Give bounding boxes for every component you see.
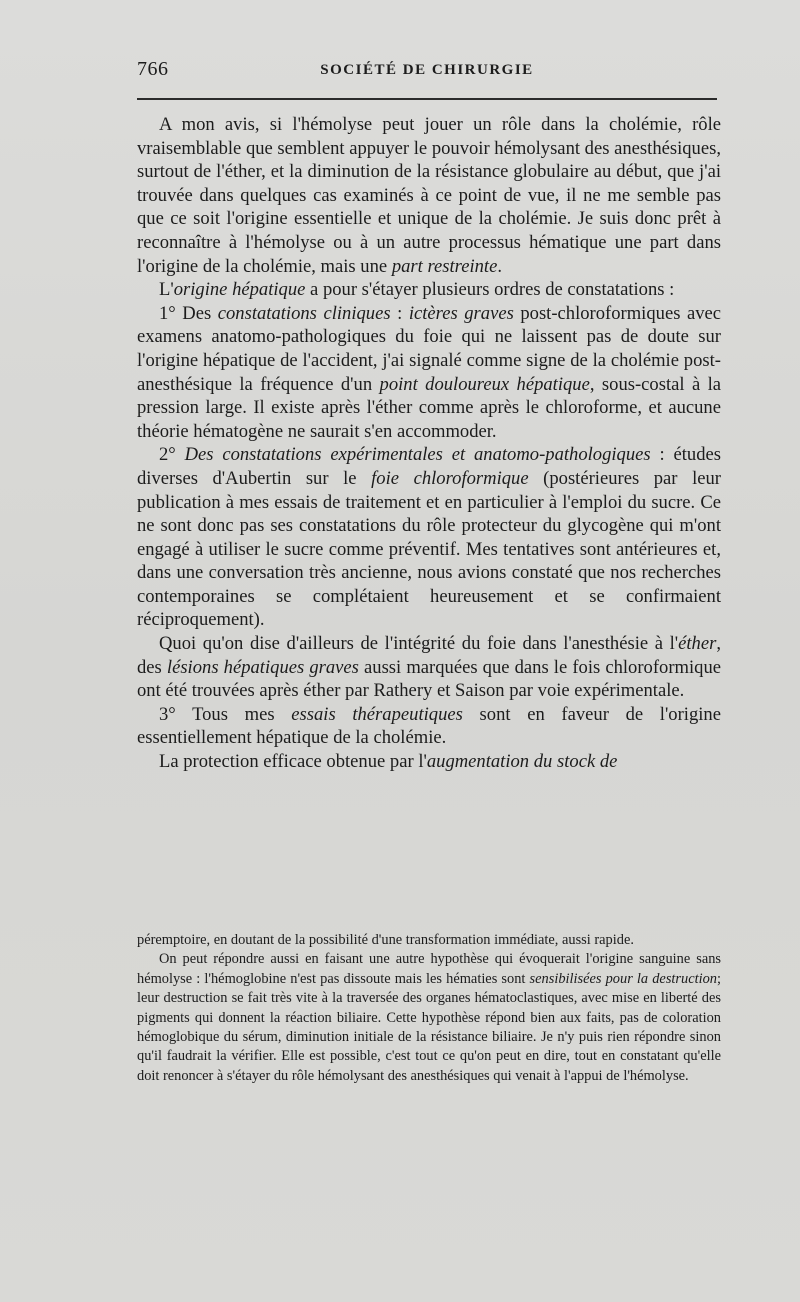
paragraph-hemolysis: A mon avis, si l'hémolyse peut jouer un rôle dans la cholémie, rôle vraisemblable que semblent appuyer le pouvoir hémolysant des anesthésiques, surtout de l'éther, et la diminution de la résistance globulaire au début, que j'ai trouvée dans quelques cas examinés à ce point de vue, il ne me semble pas que ce soit l'origine essentielle et unique de la cholémie. Je suis donc prêt à reconnaître à l'hémolyse ou à un autre processus hématique une part dans l'origine de la cholémie, mais une part restreinte. xyxy=(137,114,721,277)
running-title: SOCIÉTÉ DE CHIRURGIE xyxy=(320,62,534,78)
paragraph-hepatic-origin: L'origine hépatique a pour s'étayer plusieurs ordres de constatations : xyxy=(159,279,675,301)
header-rule xyxy=(137,98,717,100)
page-number: 766 xyxy=(137,58,169,80)
page-header xyxy=(137,58,717,86)
footnote-hypothesis: On peut répondre aussi en faisant une autre hypothèse qui évoquerait l'origine sanguine sans hémolyse : l'hémoglobine n'est pas dissoute mais les hématies sont sensibilisées pour la destruction; leur destruction se fait très vite à la traversée des organes hématoclastiques, avec mise en liberté des pigments qui donnent la réaction biliaire. Cette hypothèse répond bien aux faits, pas de coloration hémoglobique du sérum, diminution initiale de la résistance biliaire. Je n'y puis rien répondre sinon qu'il faudrait la vérifier. Elle est possible, c'est tout ce qu'on peut en dire, tout en constatant qu'elle doit renoncer à s'étayer du rôle hémolysant des anesthésiques qui venait à l'appui de l'hémolyse. xyxy=(137,951,721,1084)
paragraph-protection: La protection efficace obtenue par l'augmentation du stock de xyxy=(159,751,618,773)
main-text xyxy=(137,113,721,774)
footnotes xyxy=(137,931,721,1086)
paragraph-experimental-findings: 2° Des constatations expérimentales et anatomo-pathologiques : études diverses d'Aubertin sur le foie chloroformique (postérieures par leur publication à mes essais de traitement et en particulier à l'emploi du sucre. Ce ne sont donc pas ses constatations du rôle protecteur du glycogène qui m'ont engagé à utiliser le sucre comme préventif. Mes tentatives sont antérieures et, dans une conversation très ancienne, nous avions constaté que nos recherches contemporaines se complétaient heureusement et se confirmaient réciproquement). xyxy=(137,444,721,631)
footnote-continuation: péremptoire, en doutant de la possibilité d'une transformation immédiate, aussi rapide. xyxy=(137,932,634,948)
paragraph-ether: Quoi qu'on dise d'ailleurs de l'intégrité du foie dans l'anesthésie à l'éther, des lésions hépatiques graves aussi marquées que dans le fois chloroformique ont été trouvées après éther par Rathery et Saison par voie expérimentale. xyxy=(137,633,721,702)
paragraph-therapeutic-trials: 3° Tous mes essais thérapeutiques sont en faveur de l'origine essentiellement hépatique de la cholémie. xyxy=(137,703,721,749)
paragraph-clinical-findings: 1° Des constatations cliniques : ictères graves post-chloroformiques avec examens anatomo-pathologiques du foie qui ne laissent pas de doute sur l'origine hépatique de l'accident, j'ai signalé comme signe de la cholémie post-anesthésique la fréquence d'un point douloureux hépatique, sous-costal à la pression large. Il existe après l'éther comme après le chloroforme, et aucune théorie hématogène ne saurait s'en accommoder. xyxy=(137,302,722,442)
